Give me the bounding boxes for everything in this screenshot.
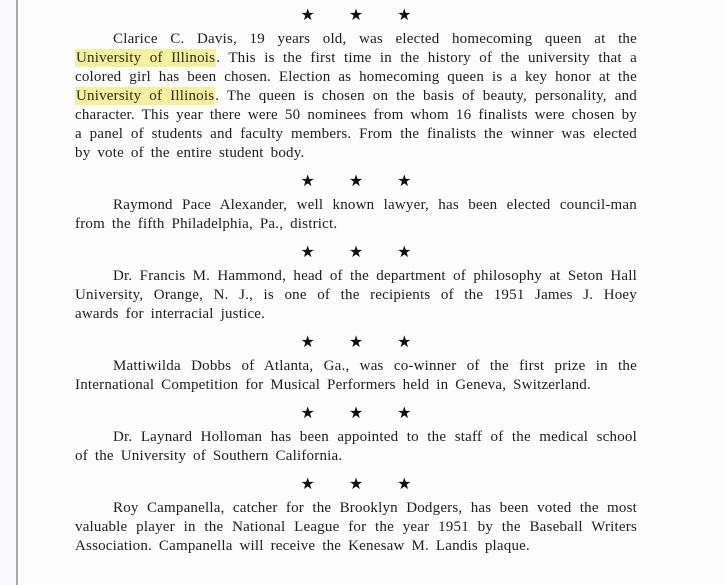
star-icon: ★ [348, 172, 364, 190]
paragraph [75, 357, 637, 395]
star-icon: ★ [300, 6, 315, 24]
page-content [75, 0, 637, 556]
star-icon: ★ [300, 475, 315, 493]
paragraph [75, 428, 637, 466]
paragraph [75, 30, 637, 163]
star-icon: ★ [397, 6, 412, 24]
star-icon: ★ [300, 333, 315, 351]
paragraph-text: Dr. Laynard Holloman has been appointed to the staff of the medical school of the University of Southern California. [75, 429, 637, 464]
highlighted-text: University of Illinois [76, 50, 216, 66]
star-icon: ★ [348, 243, 364, 261]
star-icon: ★ [300, 404, 315, 422]
star-icon: ★ [348, 404, 364, 422]
star-divider [75, 404, 637, 423]
star-icon: ★ [397, 333, 412, 351]
star-icon: ★ [300, 172, 315, 190]
star-icon: ★ [397, 172, 412, 190]
page-edge-line [16, 0, 18, 585]
paragraph-text: Clarice C. Davis, 19 years old, was elected homecoming queen at the [113, 31, 637, 47]
highlighted-text: University of Illinois [76, 88, 215, 104]
paragraph-text: Roy Campanella, catcher for the Brooklyn Dodgers, has been voted the most valuable player in the National League for the year 1951 by the Baseball Writers Association. Campanella will receive the Kenesaw M. Landis plaque. [75, 500, 637, 554]
star-icon: ★ [348, 333, 364, 351]
paragraph-text: Mattiwilda Dobbs of Atlanta, Ga., was co-winner of the first prize in the International Competition for Musical Performers held in Geneva, Switzerland. [75, 358, 637, 393]
paragraph [75, 196, 637, 234]
paragraph-text: . The queen is chosen on the basis of beauty, personality, and character. This year there were 50 nominees from whom 16 finalists were chosen by a panel of students and faculty members. From the finalists the winner was elected by vote of the entire student body. [75, 88, 637, 161]
star-icon: ★ [397, 404, 412, 422]
star-divider [75, 333, 637, 352]
paragraph-text: . This is the first time in the history of the university that a colored girl has been chosen. Election as homecoming queen is a key honor at the [75, 50, 637, 85]
paragraph [75, 267, 637, 324]
star-icon: ★ [397, 243, 412, 261]
star-icon: ★ [300, 243, 315, 261]
star-divider [75, 6, 637, 25]
paragraph-text: Raymond Pace Alexander, well known lawyer, has been elected council-man from the fifth Philadelphia, Pa., district. [75, 197, 637, 232]
paragraph [75, 499, 637, 556]
star-divider [75, 172, 637, 191]
paragraph-text: Dr. Francis M. Hammond, head of the department of philosophy at Seton Hall University, Orange, N. J., is one of the recipients of the 1951 James J. Hoey awards for interracial justice. [75, 268, 637, 322]
star-icon: ★ [348, 6, 364, 24]
page-left-gutter [0, 0, 16, 585]
star-divider [75, 243, 637, 262]
star-icon: ★ [397, 475, 412, 493]
star-icon: ★ [348, 475, 364, 493]
star-divider [75, 475, 637, 494]
